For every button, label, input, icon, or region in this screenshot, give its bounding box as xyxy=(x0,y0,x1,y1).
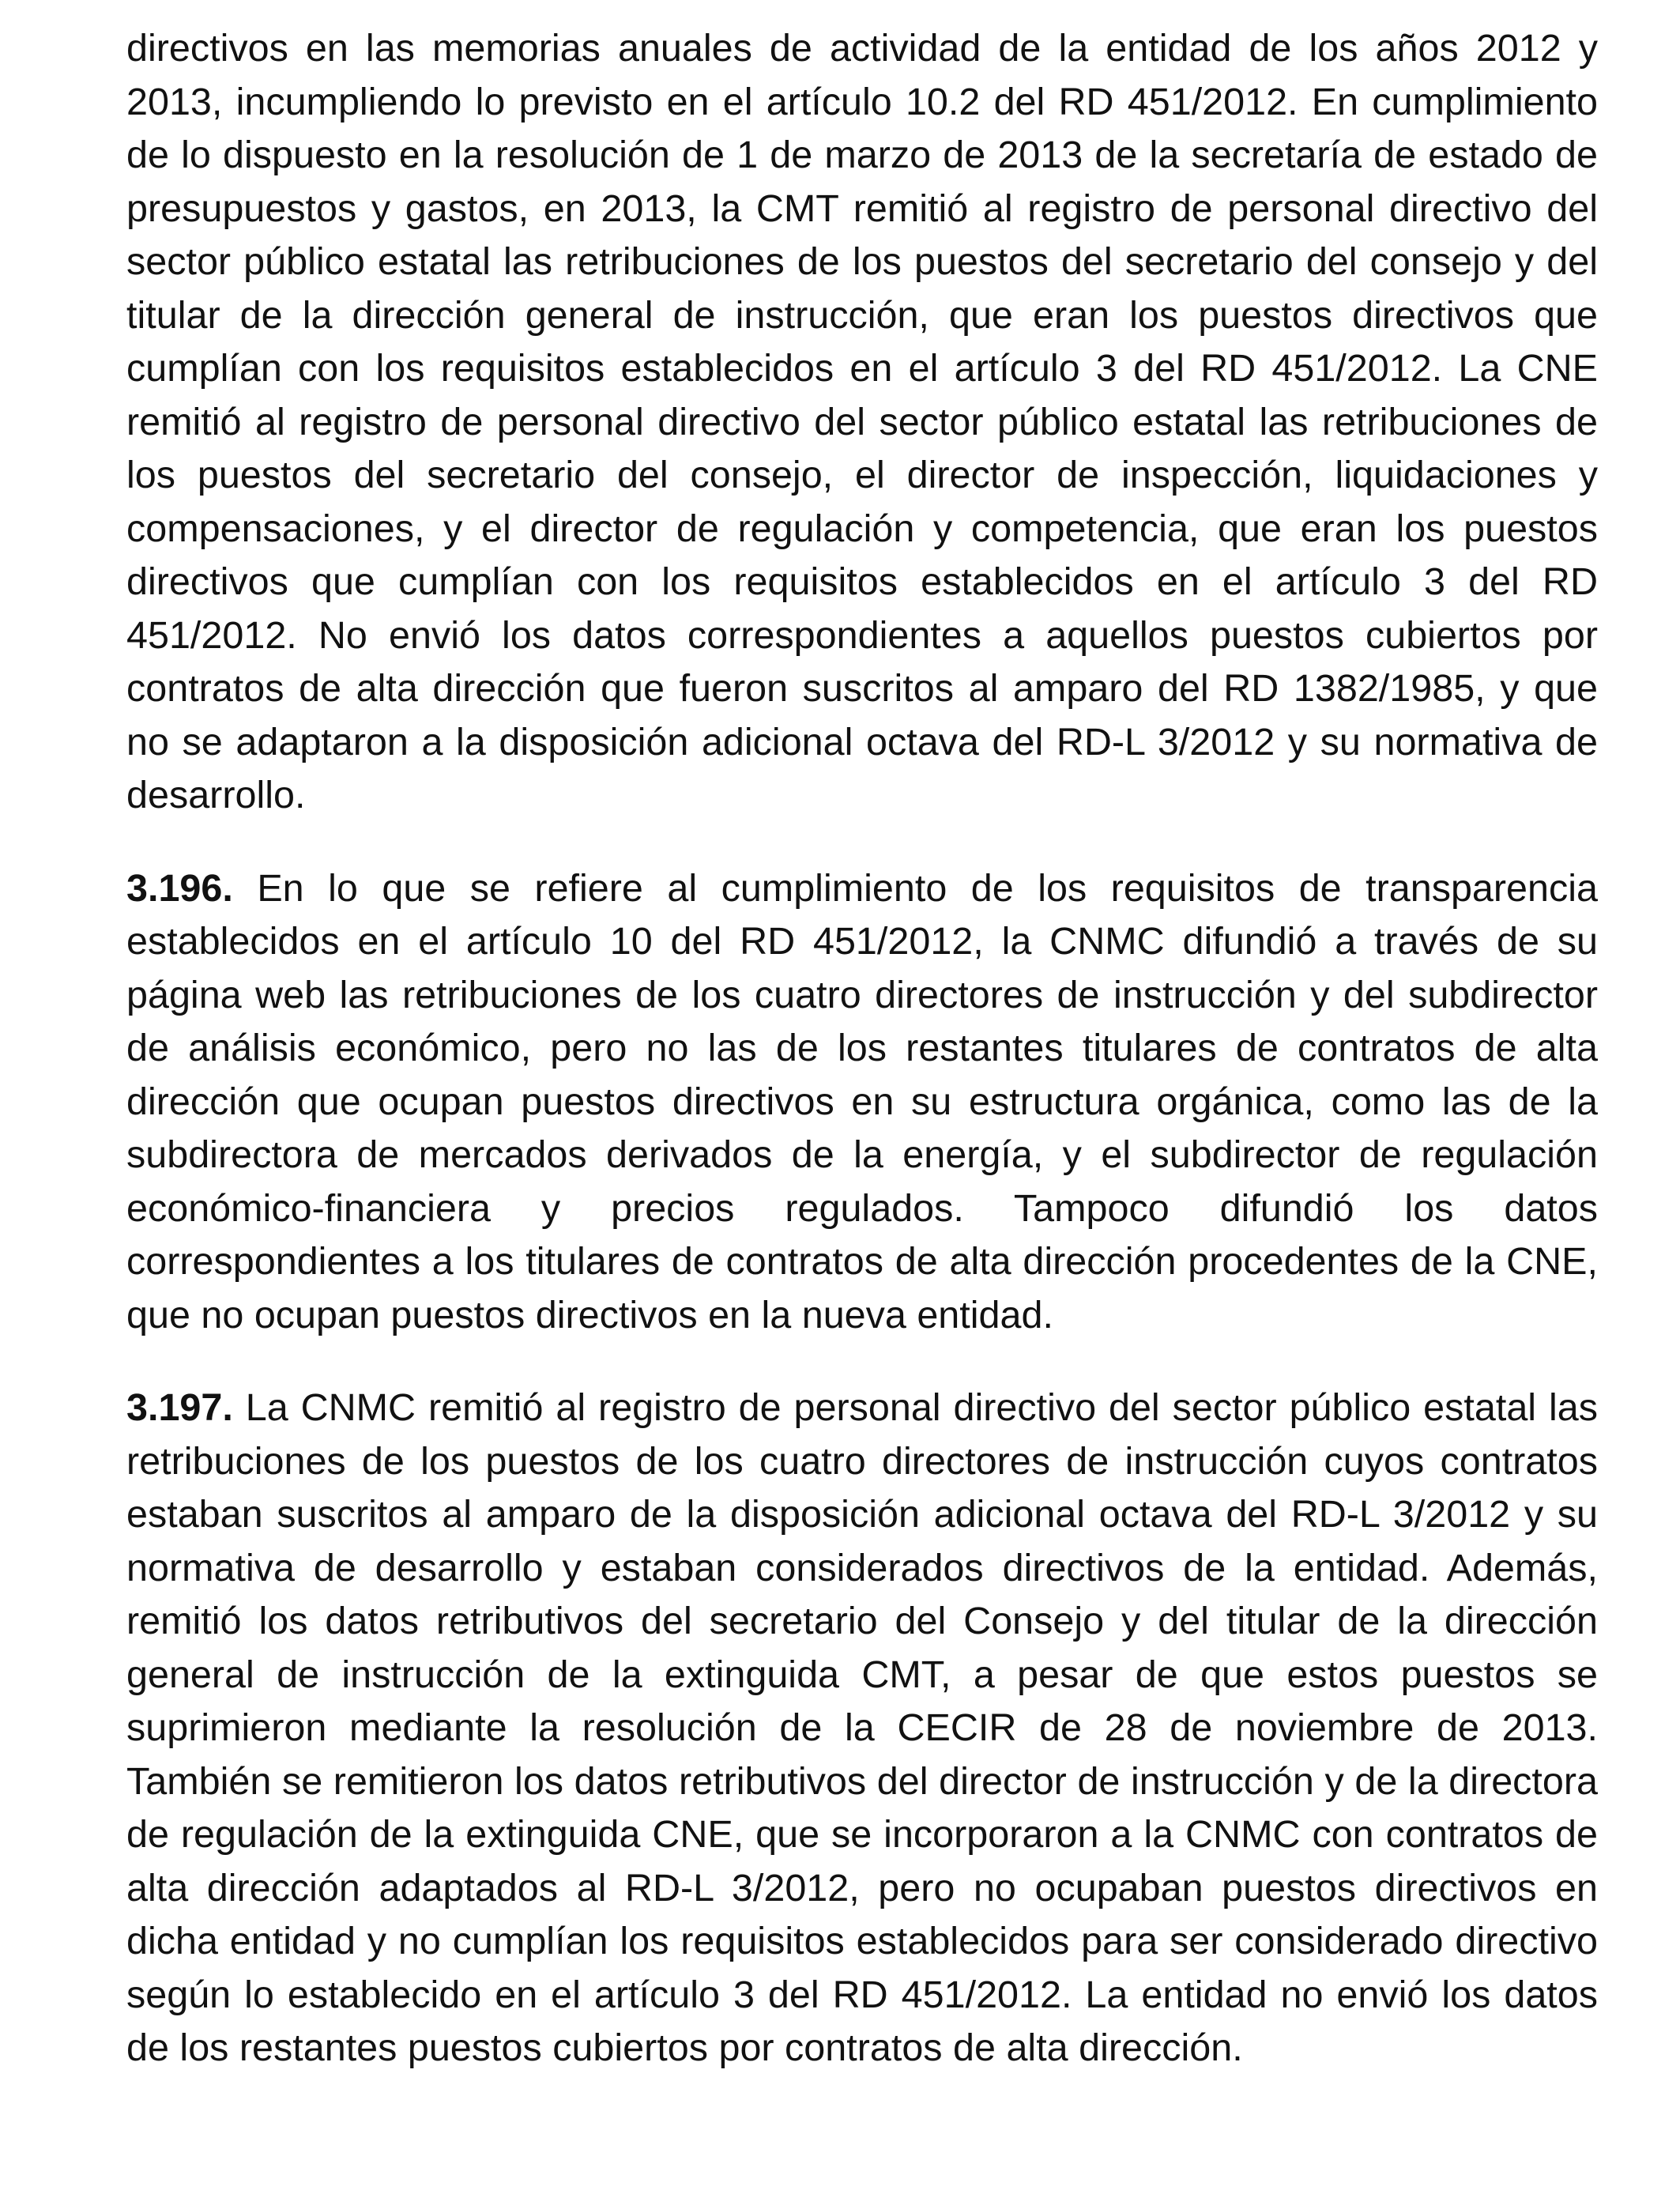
paragraph-continuation xyxy=(126,22,1598,823)
paragraph-number: 3.197. xyxy=(126,1386,233,1429)
paragraph-text: La CNMC remitió al registro de personal directivo del sector público estatal las retribuciones de los puestos de los cuatro directores de instrucción cuyos contratos estaban suscritos al amparo de la disposición adicional octava del RD-L 3/2012 y su normativa de desarrollo y estaban considerados directivos de la entidad. Además, remitió los datos retributivos del secretario del Consejo y del titular de la dirección general de instrucción de la extinguida CMT, a pesar de que estos puestos se suprimieron mediante la resolución de la CECIR de 28 de noviembre de 2013. También se remitieron los datos retributivos del director de instrucción y de la directora de regulación de la extinguida CNE, que se incorporaron a la CNMC con contratos de alta dirección adaptados al RD-L 3/2012, pero no ocupaban puestos directivos en dicha entidad y no cumplían los requisitos establecidos para ser considerado directivo según lo establecido en el artículo 3 del RD 451/2012. La entidad no envió los datos de los restantes puestos cubiertos por contratos de alta dirección. xyxy=(126,1386,1598,2069)
document-page xyxy=(126,22,1598,2115)
paragraph-text: En lo que se refiere al cumplimiento de los requisitos de transparencia establecidos en el artículo 10 del RD 451/2012, la CNMC difundió a través de su página web las retribuciones de los cuatro directores de instrucción y del subdirector de análisis económico, pero no las de los restantes titulares de contratos de alta dirección que ocupan puestos directivos en su estructura orgánica, como las de la subdirectora de mercados derivados de la energía, y el subdirector de regulación económico-financiera y precios regulados. Tampoco difundió los datos correspondientes a los titulares de contratos de alta dirección procedentes de la CNE, que no ocupan puestos directivos en la nueva entidad. xyxy=(126,866,1598,1336)
paragraph-number: 3.196. xyxy=(126,866,233,910)
paragraph-3-197 xyxy=(126,1382,1598,2075)
paragraph-text: directivos en las memorias anuales de actividad de la entidad de los años 2012 y 2013, incumpliendo lo previsto en el artículo 10.2 del RD 451/2012. En cumplimiento de lo dispuesto en la resolución de 1 de marzo de 2013 de la secretaría de estado de presupuestos y gastos, en 2013, la CMT remitió al registro de personal directivo del sector público estatal las retribuciones de los puestos del secretario del consejo y del titular de la dirección general de instrucción, que eran los puestos directivos que cumplían con los requisitos establecidos en el artículo 3 del RD 451/2012. La CNE remitió al registro de personal directivo del sector público estatal las retribuciones de los puestos del secretario del consejo, el director de inspección, liquidaciones y compensaciones, y el director de regulación y competencia, que eran los puestos directivos que cumplían con los requisitos establecidos en el artículo 3 del RD 451/2012. No envió los datos correspondientes a aquellos puestos cubiertos por contratos de alta dirección que fueron suscritos al amparo del RD 1382/1985, y que no se adaptaron a la disposición adicional octava del RD-L 3/2012 y su normativa de desarrollo. xyxy=(126,27,1598,816)
paragraph-3-196 xyxy=(126,862,1598,1343)
